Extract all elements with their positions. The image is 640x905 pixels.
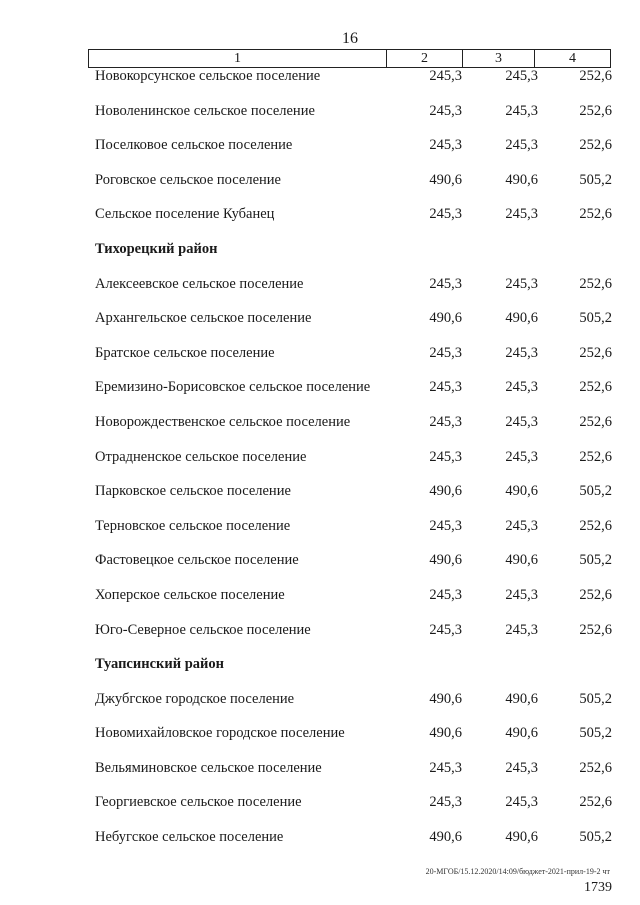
row-value-col3: 245,3 (505, 344, 538, 361)
row-value-col2: 245,3 (429, 413, 462, 430)
row-name: Роговское сельское поселение (95, 171, 281, 188)
row-value-col4: 505,2 (579, 552, 612, 569)
table-row (0, 821, 640, 856)
row-name: Небугское сельское поселение (95, 829, 284, 846)
row-value-col4: 252,6 (579, 102, 612, 119)
table-row (0, 95, 640, 130)
header-col-4: 4 (569, 51, 576, 66)
row-value-col3: 245,3 (505, 794, 538, 811)
row-value-col3: 490,6 (505, 725, 538, 742)
table-row (0, 717, 640, 752)
row-name: Архангельское сельское поселение (95, 310, 312, 327)
row-value-col2: 245,3 (429, 206, 462, 223)
table-row (0, 337, 640, 372)
table-row (0, 786, 640, 821)
table-row (0, 752, 640, 787)
table-row (0, 614, 640, 649)
row-value-col4: 505,2 (579, 310, 612, 327)
row-value-col3: 490,6 (505, 310, 538, 327)
row-name: Парковское сельское поселение (95, 483, 291, 500)
row-value-col3: 245,3 (505, 137, 538, 154)
row-value-col2: 245,3 (429, 275, 462, 292)
table-row (0, 406, 640, 441)
row-value-col2: 490,6 (429, 725, 462, 742)
header-col-1: 1 (89, 50, 387, 67)
table-row (0, 683, 640, 718)
table-row (0, 475, 640, 510)
row-value-col2: 490,6 (429, 483, 462, 500)
table-row (0, 441, 640, 476)
row-value-col2: 245,3 (429, 344, 462, 361)
row-value-col3: 245,3 (505, 379, 538, 396)
row-value-col4: 252,6 (579, 413, 612, 430)
table-row (0, 268, 640, 303)
table-row (0, 371, 640, 406)
row-value-col2: 245,3 (429, 102, 462, 119)
row-value-col3: 490,6 (505, 829, 538, 846)
table-row (0, 510, 640, 545)
row-value-col3: 245,3 (505, 759, 538, 776)
row-value-col4: 252,6 (579, 68, 612, 84)
row-value-col2: 245,3 (429, 137, 462, 154)
row-value-col3: 490,6 (505, 171, 538, 188)
row-value-col2: 245,3 (429, 794, 462, 811)
row-name: Джубгское городское поселение (95, 690, 295, 707)
row-value-col4: 505,2 (579, 690, 612, 707)
row-value-col2: 490,6 (429, 171, 462, 188)
row-value-col3: 245,3 (505, 102, 538, 119)
row-name: Фастовецкое сельское поселение (95, 552, 299, 569)
row-value-col4: 252,6 (579, 344, 612, 361)
row-value-col2: 245,3 (429, 68, 462, 84)
row-name: Поселковое сельское поселение (95, 137, 293, 154)
header-col-2: 2 (387, 50, 463, 67)
table-row (0, 579, 640, 614)
row-name: Новокорсунское сельское поселение (95, 68, 321, 84)
row-name: Новорождественское сельское поселение (95, 413, 351, 430)
row-value-col2: 490,6 (429, 552, 462, 569)
row-name: Туапсинский район (95, 656, 224, 673)
row-value-col4: 252,6 (579, 517, 612, 534)
row-value-col2: 490,6 (429, 310, 462, 327)
row-value-col4: 252,6 (579, 275, 612, 292)
page-number: 16 (342, 30, 358, 47)
row-name: Отрадненское сельское поселение (95, 448, 307, 465)
table-row (0, 302, 640, 337)
row-value-col2: 245,3 (429, 621, 462, 638)
row-value-col4: 252,6 (579, 621, 612, 638)
district-heading-row (0, 648, 640, 683)
table-row (0, 60, 640, 95)
row-value-col3: 245,3 (505, 621, 538, 638)
footer-stamp: 20-МГОБ/15.12.2020/14:09/бюджет-2021-прил-19-2 чт (425, 867, 610, 876)
table-row (0, 129, 640, 164)
table-row (0, 198, 640, 233)
row-value-col2: 245,3 (429, 517, 462, 534)
sheet-number: 1739 (584, 880, 612, 895)
row-name: Братское сельское поселение (95, 344, 275, 361)
row-value-col4: 252,6 (579, 379, 612, 396)
row-value-col4: 505,2 (579, 725, 612, 742)
row-value-col3: 245,3 (505, 275, 538, 292)
row-value-col2: 245,3 (429, 586, 462, 603)
row-value-col3: 490,6 (505, 552, 538, 569)
table-body (0, 60, 640, 856)
row-value-col4: 252,6 (579, 137, 612, 154)
row-value-col3: 245,3 (505, 517, 538, 534)
row-value-col4: 252,6 (579, 586, 612, 603)
row-name: Юго-Северное сельское поселение (95, 621, 311, 638)
row-name: Терновское сельское поселение (95, 517, 291, 534)
row-value-col4: 252,6 (579, 448, 612, 465)
row-name: Новомихайловское городское поселение (95, 725, 345, 742)
row-name: Еремизино-Борисовское сельское поселение (95, 379, 371, 396)
row-value-col4: 505,2 (579, 171, 612, 188)
table-row (0, 544, 640, 579)
row-value-col3: 490,6 (505, 483, 538, 500)
table-row (0, 164, 640, 199)
header-col-3: 3 (463, 50, 535, 67)
row-name: Новоленинское сельское поселение (95, 102, 315, 119)
row-value-col2: 490,6 (429, 690, 462, 707)
row-value-col4: 252,6 (579, 759, 612, 776)
row-value-col4: 252,6 (579, 794, 612, 811)
row-value-col3: 245,3 (505, 448, 538, 465)
row-name: Хоперское сельское поселение (95, 586, 285, 603)
row-value-col2: 245,3 (429, 759, 462, 776)
row-value-col4: 252,6 (579, 206, 612, 223)
row-value-col3: 490,6 (505, 690, 538, 707)
row-name: Георгиевское сельское поселение (95, 794, 302, 811)
row-value-col3: 245,3 (505, 586, 538, 603)
row-value-col3: 245,3 (505, 413, 538, 430)
row-value-col4: 505,2 (579, 829, 612, 846)
row-name: Вельяминовское сельское поселение (95, 759, 322, 776)
row-value-col2: 490,6 (429, 829, 462, 846)
row-value-col2: 245,3 (429, 379, 462, 396)
row-name: Сельское поселение Кубанец (95, 206, 275, 223)
row-name: Алексеевское сельское поселение (95, 275, 304, 292)
row-value-col3: 245,3 (505, 206, 538, 223)
row-value-col3: 245,3 (505, 68, 538, 84)
district-heading-row (0, 233, 640, 268)
row-value-col4: 505,2 (579, 483, 612, 500)
row-name: Тихорецкий район (95, 240, 218, 257)
row-value-col2: 245,3 (429, 448, 462, 465)
